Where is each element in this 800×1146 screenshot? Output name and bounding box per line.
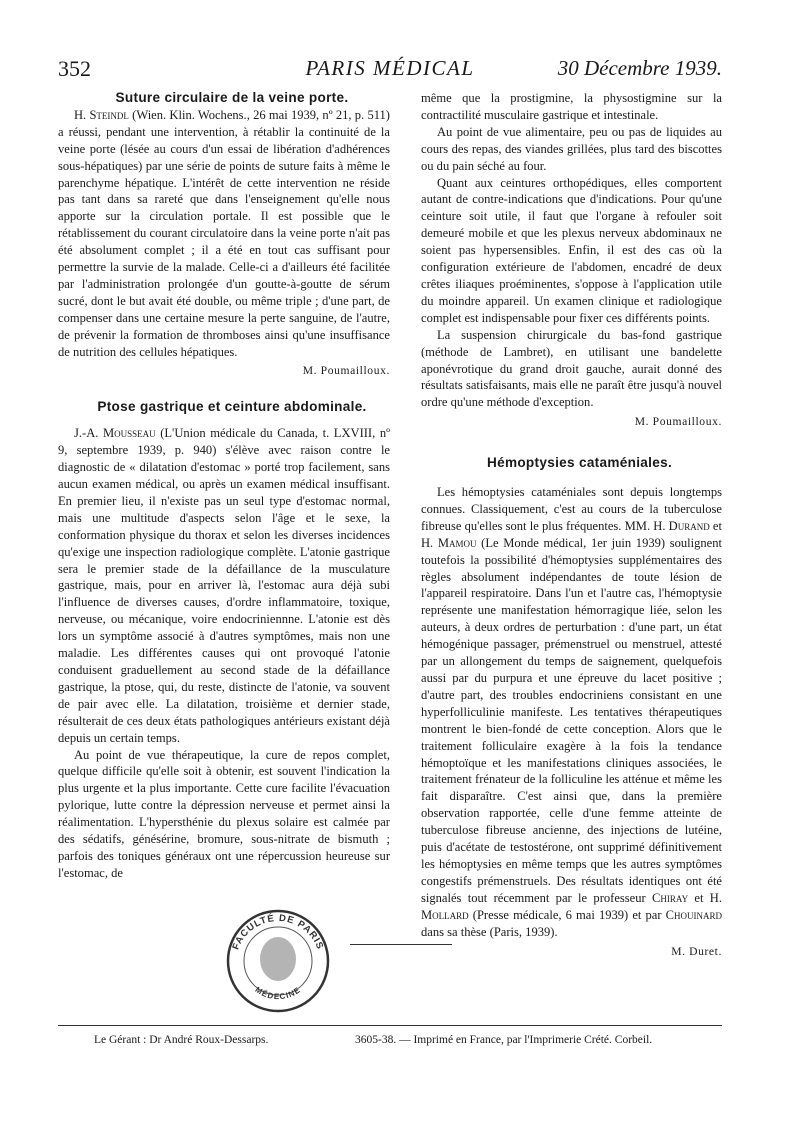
stamp-text-bottom: MÉDECINE — [253, 985, 303, 1002]
ptose-continuation-p2: Au point de vue alimentaire, peu ou pas de liquides au cours des repas, des viandes grillées, plus tard des biscottes ou du pain séché au four. — [421, 124, 722, 173]
author-name: Mollard — [421, 907, 469, 922]
library-stamp — [222, 905, 334, 1017]
left-column — [58, 90, 390, 882]
article-title-hemoptysies: Hémoptysies cataméniales. — [486, 455, 673, 471]
article-text: (L'Union médicale du Canada, t. LXVIII, nº 9, septembre 1939, p. 940) s'élève avec raison contre le diagnostic de « dilatation d'estomac » porté trop facilement, sans aucun examen médical, ou après un examen médical insuffisant. En premier lieu, il n'existe pas un seul type d'estomac normal, mais une multitude d'aspects selon l'âge et le sexe, la conformation physique du thorax et selon les diverses incidences qu'exige une inspection radiologique complète. L'atonie gastrique sera le premier stade de la défaillance de la musculature gastrique, mais, pour en arriver là, l'estomac aura déjà subi l'influence de diverses causes, d'ordre inflammatoire, toxique, nerveuse, ou mécanique, voire endocriniennne. L'atonie est dès lors un symptôme associé à d'autres symptômes, mais non une maladie. Les différentes causes qui ont provoqué l'atonie conduisent graduellement au second stade de la défaillance gastrique, la ptose, qui, du reste, distincte de l'atonie, va souvent de pair avec elle. La dilatation, troisième et dernier stade, résulterait de ces deux états pathologiques antérieurs existant déjà depuis un certain temps. — [58, 426, 390, 745]
author-name: H. Steindl — [74, 107, 129, 122]
author-name: Chouinard — [665, 907, 722, 922]
issue-date: 30 Décembre 1939. — [557, 56, 722, 80]
stamp-text-top: FACULTÉ DE PARIS — [230, 912, 326, 952]
ptose-continuation-p4: La suspension chirurgicale du bas-fond gastrique (méthode de Lambret), en utilisant une bandelette aponévrotique du grand droit gauche, aurait donné des résultats satisfaisants, mais elle ne paraît être jusqu'à nouvel ordre qu'une méthode d'exception. — [421, 327, 722, 410]
author-name: Durand — [668, 518, 710, 533]
footer-rule — [58, 1025, 722, 1026]
author-name: Chiray — [652, 890, 689, 905]
author-name: Mamou — [437, 535, 477, 550]
signature-duret: M. Duret. — [671, 944, 722, 958]
section-divider — [350, 944, 452, 945]
ptose-continuation-p3: Quant aux ceintures orthopédiques, elles comportent autant de contre-indications que d'indications. Pour qu'une ceinture soit utile, il faut que l'organe à refouler soit demeuré mobile et que les plexus nerveux abdominaux ne soient pas hypersensibles. Enfin, il est des cas où la configuration extérieure de l'abdomen, encadré de deux crêtes iliaques proéminentes, s'oppose à l'application utile du moindre appareil. Un examen clinique et radiologique complet est indispensable pour fixer ces différents points. — [421, 175, 722, 325]
svg-text:MÉDECINE — [254, 985, 303, 1001]
footer-printer: 3605-38. — Imprimé en France, par l'Imprimerie Crété. Corbeil. — [355, 1034, 653, 1046]
signature-poumailloux-2: M. Poumailloux. — [634, 415, 722, 429]
journal-title: PARIS MÉDICAL — [305, 56, 475, 80]
article-text: (Wien. Klin. Wochens., 26 mai 1939, nº 21, p. 511) a réussi, pendant une intervention, à rétablir la continuité de la veine porte (lésée au cours d'un essai de libération d'adhérences sous-hépatiques) par une série de points de suture faits à même le parenchyme hépatique. L'intérêt de cette intervention ne réside pas tant dans sa rareté que dans l'enseignement qu'elle nous apporte sur la circulation portale. Il est possible que le rétablissement du courant circulatoire dans la veine porte n'ait pas été absolument complet ; il a été en tout cas suffisant pour permettre la survie de la malade. Celle-ci a d'ailleurs été facilitée par l'administration prolongée d'un goutte-à-goutte de sérum sucré, dont le but avait été double, ou même triple ; d'une part, de compenser dans une certaine mesure la perte sanguine, de l'autre, de prévenir la formation de thromboses ainsi qu'une insuffisance de nutrition des cellules hépatiques. — [58, 107, 390, 359]
article-title-suture: Suture circulaire de la veine porte. — [115, 90, 349, 105]
right-column — [421, 90, 722, 960]
article-body-ptose-p1 — [58, 425, 390, 746]
running-head — [58, 56, 722, 86]
footer-manager: Le Gérant : Dr André Roux-Dessarps. — [94, 1034, 269, 1046]
article-body-hemoptysies: Les hémoptysies cataméniales sont depuis longtemps connues. Classiquement, c'est au cours de la tuberculose fibreuse qu'elles sont le plus fréquentes. MM. H. Durand et H. Mamou (Le Monde médical, 1er juin 1939) soulignent toutefois la possibilité d'hémoptysies supplémentaires des règles absolument indépendantes de toute lésion de l'appareil respiratoire. Dans l'un et l'autre cas, l'hémoptysie représente une manifestation hémorragique liée, selon les auteurs, à deux ordres de perturbation : d'une part, un état hémogénique passager, prémenstruel ou menstruel, attesté par un allongement du temps de saignement, quelquefois aussi par du purpura et une épreuve du lacet positive ; d'autre part, des troubles endocriniens consistant en une hyperfolliculinie manifeste. Les tentatives thérapeutiques montrent le bien-fondé de cette conception. Alors que le traitement folliculaire exagère à la fois la tendance hémoptoïque et les manifestations cliniques associées, le traitement frénateur de la folliculine les atténue et même les fait disparaître. C'est ainsi que, dans la première observation rapportée, celle d'une femme atteinte de tuberculose fibreuse ancienne, des injections de lutéine, puis d'acétate de testostérone, ont supprimé définitivement les hémoptysies en même temps que les autres symptômes congestifs prémenstruels. Des résultats identiques ont été signalés tout récemment par le professeur Chiray et H. Mollard (Presse médicale, 6 mai 1939) et par Chouinard dans sa thèse (Paris, 1939). — [421, 485, 723, 939]
ptose-continuation-p1: même que la prostigmine, la physostigmine sur la contractilité musculaire gastrique et intestinale. — [421, 91, 722, 122]
page-number: 352 — [58, 56, 91, 81]
article-title-ptose: Ptose gastrique et ceinture abdominale. — [97, 399, 367, 415]
article-body-suture — [58, 107, 390, 361]
article-body-ptose-p2: Au point de vue thérapeutique, la cure de repos complet, quelque difficile qu'elle soit à obtenir, est souvent l'indication la plus urgente et la plus importante. Cette cure facilite l'évacuation pylorique, lutte contre la dépression nerveuse et permet ainsi la réalimentation. L'hypersthénie du plexus solaire est calmée par des sédatifs, génésérine, bromure, sous-nitrate de bismuth ; parfois des toniques généraux ont une répercussion heureuse sur l'estomac, de — [58, 747, 390, 880]
stamp-portrait — [260, 937, 296, 981]
signature-poumailloux-1: M. Poumailloux. — [302, 363, 390, 377]
author-name: J.-A. Mousseau — [74, 426, 156, 441]
